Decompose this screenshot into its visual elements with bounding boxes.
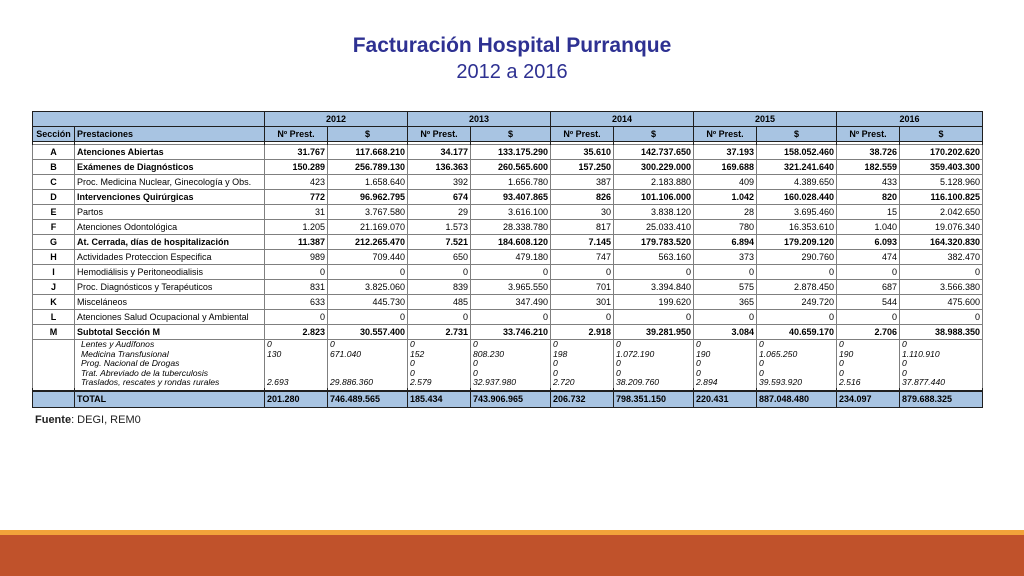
amount-cell: 1.072.190 [614, 350, 694, 360]
service-label: Misceláneos [75, 295, 265, 310]
amount-cell: 0 [614, 265, 694, 280]
section-code: B [33, 160, 75, 175]
year-header: 2014 [551, 112, 694, 127]
count-cell: 2.516 [837, 378, 900, 388]
section-code [33, 359, 75, 369]
amount-cell: 382.470 [900, 250, 983, 265]
sub-service-label: Trat. Abreviado de la tuberculosis [75, 369, 265, 379]
count-cell: 130 [265, 350, 328, 360]
year-header-row [33, 112, 983, 127]
count-cell: 29 [408, 205, 471, 220]
amount-cell: 158.052.460 [757, 145, 837, 160]
count-cell: 150.289 [265, 160, 328, 175]
page-subtitle: 2012 a 2016 [456, 61, 568, 83]
amount-cell: 3.394.840 [614, 280, 694, 295]
section-code [33, 369, 75, 379]
service-label: Proc. Medicina Nuclear, Ginecología y Obs. [75, 175, 265, 190]
sub-row [33, 378, 983, 388]
count-cell: 826 [551, 190, 614, 205]
amount-cell: 21.169.070 [328, 220, 408, 235]
amount-cell: 93.407.865 [471, 190, 551, 205]
table-row [33, 175, 983, 190]
count-cell: 190 [694, 350, 757, 360]
sub-service-label: Prog. Nacional de Drogas [75, 359, 265, 369]
count-cell: 198 [551, 350, 614, 360]
count-cell: 701 [551, 280, 614, 295]
amount-cell: 39.593.920 [757, 378, 837, 388]
total-count: 220.431 [694, 391, 757, 408]
amount-cell: 359.403.300 [900, 160, 983, 175]
section-code: J [33, 280, 75, 295]
count-cell: 2.823 [265, 325, 328, 340]
count-cell: 11.387 [265, 235, 328, 250]
count-cell: 0 [408, 369, 471, 379]
count-cell: 0 [837, 340, 900, 350]
count-cell: 575 [694, 280, 757, 295]
amount-cell: 0 [757, 359, 837, 369]
count-cell: 0 [265, 265, 328, 280]
count-cell: 190 [837, 350, 900, 360]
total-row [33, 391, 983, 408]
section-code: H [33, 250, 75, 265]
count-cell: 0 [551, 369, 614, 379]
billing-table [32, 111, 983, 408]
count-cell: 136.363 [408, 160, 471, 175]
amount-cell: 0 [614, 340, 694, 350]
count-cell: 34.177 [408, 145, 471, 160]
amount-cell: 0 [614, 359, 694, 369]
amount-cell: 1.110.910 [900, 350, 983, 360]
count-cell: 0 [265, 340, 328, 350]
count-cell: 3.084 [694, 325, 757, 340]
amount-cell: 16.353.610 [757, 220, 837, 235]
year-header: 2016 [837, 112, 983, 127]
count-cell: 365 [694, 295, 757, 310]
section-code: E [33, 205, 75, 220]
amount-cell: 29.886.360 [328, 378, 408, 388]
count-cell: 0 [837, 265, 900, 280]
amount-cell: 38.988.350 [900, 325, 983, 340]
amount-cell: 38.209.760 [614, 378, 694, 388]
amount-cell: 3.566.380 [900, 280, 983, 295]
amount-cell: 4.389.650 [757, 175, 837, 190]
count-cell: 0 [551, 265, 614, 280]
amount-cell: 256.789.130 [328, 160, 408, 175]
count-cell: 0 [694, 310, 757, 325]
amount-cell: 321.241.640 [757, 160, 837, 175]
count-cell: 0 [694, 265, 757, 280]
section-code: M [33, 325, 75, 340]
count-cell: 6.894 [694, 235, 757, 250]
amount-cell: 133.175.290 [471, 145, 551, 160]
count-cell: 633 [265, 295, 328, 310]
col-prestaciones-header: Prestaciones [75, 127, 265, 142]
service-label: Actividades Proteccion Especifica [75, 250, 265, 265]
count-cell: 2.693 [265, 378, 328, 388]
amount-cell: 0 [757, 369, 837, 379]
total-count: 234.097 [837, 391, 900, 408]
amount-cell: 0 [614, 310, 694, 325]
amount-cell: 671.040 [328, 350, 408, 360]
amount-cell: 709.440 [328, 250, 408, 265]
amount-cell: 0 [900, 265, 983, 280]
amount-cell: 475.600 [900, 295, 983, 310]
count-cell: 157.250 [551, 160, 614, 175]
count-cell: 839 [408, 280, 471, 295]
table-row [33, 325, 983, 340]
col-money-header: $ [900, 127, 983, 142]
service-label: Exámenes de Diagnósticos [75, 160, 265, 175]
amount-cell: 0 [900, 359, 983, 369]
column-header-row [33, 127, 983, 142]
count-cell: 182.559 [837, 160, 900, 175]
count-cell: 2.706 [837, 325, 900, 340]
amount-cell: 37.877.440 [900, 378, 983, 388]
amount-cell: 260.565.600 [471, 160, 551, 175]
amount-cell: 184.608.120 [471, 235, 551, 250]
sub-row [33, 369, 983, 379]
count-cell: 35.610 [551, 145, 614, 160]
year-header: 2015 [694, 112, 837, 127]
amount-cell: 0 [328, 310, 408, 325]
count-cell: 2.579 [408, 378, 471, 388]
table-body [33, 142, 983, 408]
amount-cell: 101.106.000 [614, 190, 694, 205]
count-cell: 0 [408, 310, 471, 325]
section-code: G [33, 235, 75, 250]
section-code: F [33, 220, 75, 235]
count-cell: 0 [837, 359, 900, 369]
count-cell: 0 [551, 340, 614, 350]
total-amount: 798.351.150 [614, 391, 694, 408]
sub-service-label: Traslados, rescates y rondas rurales [75, 378, 265, 388]
col-nprest-header: Nº Prest. [837, 127, 900, 142]
count-cell: 387 [551, 175, 614, 190]
service-label: Partos [75, 205, 265, 220]
sub-row [33, 340, 983, 350]
count-cell: 0 [694, 359, 757, 369]
count-cell: 0 [408, 340, 471, 350]
count-cell: 650 [408, 250, 471, 265]
section-code [33, 350, 75, 360]
amount-cell: 0 [471, 369, 551, 379]
count-cell: 392 [408, 175, 471, 190]
amount-cell: 1.065.250 [757, 350, 837, 360]
count-cell: 687 [837, 280, 900, 295]
amount-cell: 347.490 [471, 295, 551, 310]
amount-cell: 0 [614, 369, 694, 379]
table-row [33, 160, 983, 175]
count-cell: 31.767 [265, 145, 328, 160]
amount-cell: 3.838.120 [614, 205, 694, 220]
count-cell: 423 [265, 175, 328, 190]
amount-cell: 30.557.400 [328, 325, 408, 340]
amount-cell: 2.878.450 [757, 280, 837, 295]
header-corner [33, 112, 265, 127]
amount-cell: 0 [328, 340, 408, 350]
section-code: D [33, 190, 75, 205]
footer-bar [0, 535, 1024, 576]
amount-cell: 5.128.960 [900, 175, 983, 190]
amount-cell: 164.320.830 [900, 235, 983, 250]
count-cell: 674 [408, 190, 471, 205]
amount-cell [328, 369, 408, 379]
table-row [33, 220, 983, 235]
year-header: 2012 [265, 112, 408, 127]
count-cell: 817 [551, 220, 614, 235]
page-title: Facturación Hospital Purranque [352, 34, 672, 57]
table-row [33, 145, 983, 160]
count-cell: 6.093 [837, 235, 900, 250]
count-cell: 373 [694, 250, 757, 265]
col-money-header: $ [471, 127, 551, 142]
amount-cell: 300.229.000 [614, 160, 694, 175]
amount-cell: 25.033.410 [614, 220, 694, 235]
source-value: : DEGI, REM0 [71, 414, 141, 426]
amount-cell: 40.659.170 [757, 325, 837, 340]
count-cell: 544 [837, 295, 900, 310]
amount-cell: 0 [471, 340, 551, 350]
amount-cell: 28.338.780 [471, 220, 551, 235]
amount-cell: 199.620 [614, 295, 694, 310]
amount-cell: 2.183.880 [614, 175, 694, 190]
col-money-header: $ [614, 127, 694, 142]
amount-cell: 32.937.980 [471, 378, 551, 388]
total-count: 206.732 [551, 391, 614, 408]
amount-cell [328, 359, 408, 369]
count-cell: 485 [408, 295, 471, 310]
amount-cell: 445.730 [328, 295, 408, 310]
amount-cell: 0 [471, 265, 551, 280]
col-nprest-header: Nº Prest. [265, 127, 328, 142]
count-cell: 0 [408, 359, 471, 369]
section-code [33, 378, 75, 388]
count-cell: 780 [694, 220, 757, 235]
source-note [35, 414, 141, 426]
amount-cell: 0 [757, 340, 837, 350]
count-cell: 772 [265, 190, 328, 205]
count-cell: 1.040 [837, 220, 900, 235]
count-cell [265, 369, 328, 379]
count-cell: 747 [551, 250, 614, 265]
service-label: At. Cerrada, días de hospitalización [75, 235, 265, 250]
service-label: Proc. Diagnósticos y Terapéuticos [75, 280, 265, 295]
amount-cell: 3.767.580 [328, 205, 408, 220]
count-cell: 989 [265, 250, 328, 265]
amount-cell: 479.180 [471, 250, 551, 265]
amount-cell: 116.100.825 [900, 190, 983, 205]
amount-cell: 0 [328, 265, 408, 280]
total-amount: 743.906.965 [471, 391, 551, 408]
amount-cell: 3.616.100 [471, 205, 551, 220]
amount-cell: 117.668.210 [328, 145, 408, 160]
amount-cell: 249.720 [757, 295, 837, 310]
amount-cell: 0 [900, 310, 983, 325]
service-label: Atenciones Odontológica [75, 220, 265, 235]
amount-cell: 1.656.780 [471, 175, 551, 190]
sub-row [33, 359, 983, 369]
count-cell: 28 [694, 205, 757, 220]
service-label: Atenciones Abiertas [75, 145, 265, 160]
source-label: Fuente [35, 414, 72, 426]
table-row [33, 280, 983, 295]
amount-cell: 0 [757, 265, 837, 280]
sub-service-label: Lentes y Audífonos [75, 340, 265, 350]
section-code: I [33, 265, 75, 280]
amount-cell: 3.695.460 [757, 205, 837, 220]
service-label: Hemodiálisis y Peritoneodialisis [75, 265, 265, 280]
section-code [33, 340, 75, 350]
amount-cell: 290.760 [757, 250, 837, 265]
section-code: C [33, 175, 75, 190]
count-cell: 0 [551, 359, 614, 369]
amount-cell: 170.202.620 [900, 145, 983, 160]
amount-cell: 808.230 [471, 350, 551, 360]
count-cell: 831 [265, 280, 328, 295]
count-cell: 0 [837, 369, 900, 379]
count-cell: 30 [551, 205, 614, 220]
amount-cell: 0 [471, 359, 551, 369]
amount-cell: 0 [900, 340, 983, 350]
total-count: 201.280 [265, 391, 328, 408]
amount-cell: 3.965.550 [471, 280, 551, 295]
count-cell: 169.688 [694, 160, 757, 175]
count-cell: 474 [837, 250, 900, 265]
table-row [33, 250, 983, 265]
amount-cell: 563.160 [614, 250, 694, 265]
count-cell: 31 [265, 205, 328, 220]
total-amount: 879.688.325 [900, 391, 983, 408]
amount-cell: 2.042.650 [900, 205, 983, 220]
total-label: TOTAL [75, 391, 265, 408]
sub-service-label: Medicina Transfusional [75, 350, 265, 360]
count-cell: 1.205 [265, 220, 328, 235]
amount-cell: 179.209.120 [757, 235, 837, 250]
total-amount: 887.048.480 [757, 391, 837, 408]
count-cell: 7.521 [408, 235, 471, 250]
service-label: Intervenciones Quirúrgicas [75, 190, 265, 205]
amount-cell: 19.076.340 [900, 220, 983, 235]
sub-row [33, 350, 983, 360]
col-nprest-header: Nº Prest. [694, 127, 757, 142]
year-header: 2013 [408, 112, 551, 127]
amount-cell: 33.746.210 [471, 325, 551, 340]
col-money-header: $ [328, 127, 408, 142]
col-money-header: $ [757, 127, 837, 142]
total-amount: 746.489.565 [328, 391, 408, 408]
count-cell: 1.042 [694, 190, 757, 205]
count-cell: 0 [694, 340, 757, 350]
count-cell: 1.573 [408, 220, 471, 235]
service-label: Atenciones Salud Ocupacional y Ambiental [75, 310, 265, 325]
count-cell: 2.720 [551, 378, 614, 388]
count-cell: 820 [837, 190, 900, 205]
table-row [33, 310, 983, 325]
count-cell: 301 [551, 295, 614, 310]
col-seccion-header: Sección [33, 127, 75, 142]
table-row [33, 295, 983, 310]
count-cell: 37.193 [694, 145, 757, 160]
amount-cell: 39.281.950 [614, 325, 694, 340]
amount-cell: 212.265.470 [328, 235, 408, 250]
amount-cell: 0 [757, 310, 837, 325]
table-row [33, 235, 983, 250]
amount-cell: 3.825.060 [328, 280, 408, 295]
amount-cell: 1.658.640 [328, 175, 408, 190]
count-cell: 0 [551, 310, 614, 325]
count-cell: 409 [694, 175, 757, 190]
count-cell: 38.726 [837, 145, 900, 160]
count-cell: 15 [837, 205, 900, 220]
table-row [33, 205, 983, 220]
count-cell: 0 [694, 369, 757, 379]
table-row [33, 190, 983, 205]
section-code: K [33, 295, 75, 310]
total-count: 185.434 [408, 391, 471, 408]
amount-cell: 0 [471, 310, 551, 325]
amount-cell: 160.028.440 [757, 190, 837, 205]
section-code: A [33, 145, 75, 160]
amount-cell: 142.737.650 [614, 145, 694, 160]
count-cell: 0 [408, 265, 471, 280]
section-code: L [33, 310, 75, 325]
table-row [33, 265, 983, 280]
count-cell: 2.918 [551, 325, 614, 340]
total-code [33, 391, 75, 408]
count-cell: 0 [837, 310, 900, 325]
col-nprest-header: Nº Prest. [408, 127, 471, 142]
amount-cell: 96.962.795 [328, 190, 408, 205]
amount-cell: 0 [900, 369, 983, 379]
count-cell: 2.894 [694, 378, 757, 388]
count-cell: 7.145 [551, 235, 614, 250]
count-cell: 2.731 [408, 325, 471, 340]
col-nprest-header: Nº Prest. [551, 127, 614, 142]
count-cell: 152 [408, 350, 471, 360]
service-label: Subtotal Sección M [75, 325, 265, 340]
count-cell: 0 [265, 310, 328, 325]
count-cell [265, 359, 328, 369]
amount-cell: 179.783.520 [614, 235, 694, 250]
count-cell: 433 [837, 175, 900, 190]
